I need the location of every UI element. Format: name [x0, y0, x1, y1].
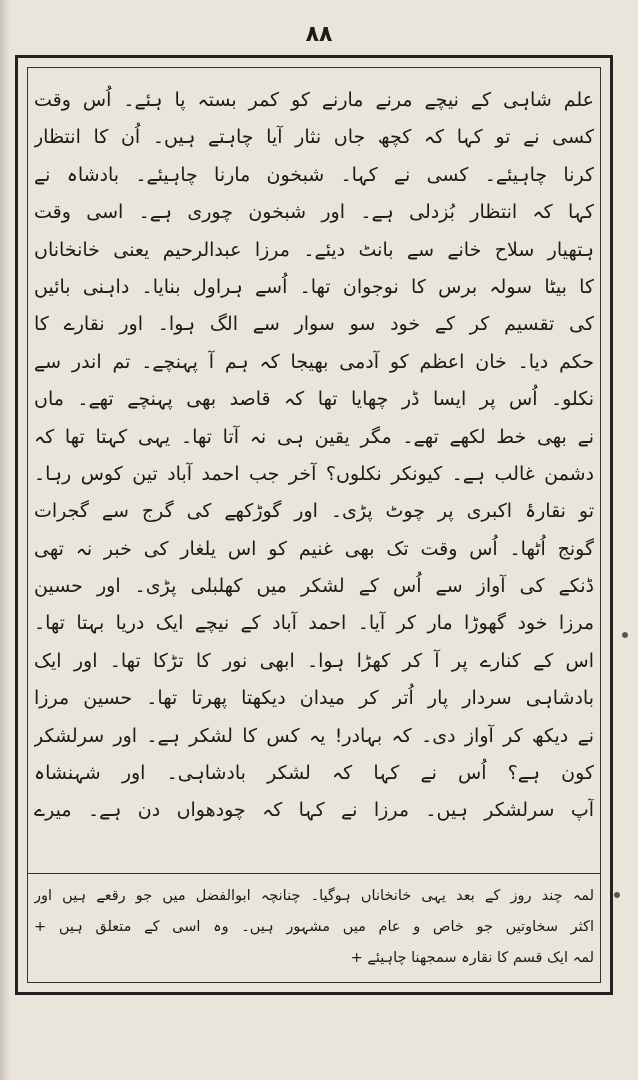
footnote-line-1: لمہ چند روز کے بعد یہی خانخاناں ہوگیا۔ چنانچہ ابوالفضل میں جو رقعے ہیں اور — [34, 888, 594, 904]
footnote-line-3: لمہ ایک قسم کا نقارہ سمجھنا چاہیئے + — [350, 950, 594, 966]
footnote-line-2: اکثر سخاوتیں جو خاص و عام میں مشہور ہیں۔ وہ اسی کے متعلق ہیں + — [34, 919, 594, 935]
text-line-1: علم شاہی کے نیچے مرنے مارنے کو کمر بستہ پا ہئے۔ اُس وقت — [34, 89, 594, 111]
scan-edge-shadow — [0, 0, 10, 1080]
text-line-12: تو نقارۂ اکبری پر چوٹ پڑی۔ اور گوڑکھے کی گرج سے گجرات — [34, 500, 594, 523]
text-line-19: کون ہے؟ اُس نے کہا کہ لشکر بادشاہی۔ اور شہنشاہ — [34, 762, 594, 785]
text-line-7: کی تقسیم کر کے خود سو سوار سے الگ ہوا۔ اور نقارے کا — [34, 313, 594, 336]
text-line-11: دشمن غالب ہے۔ کیونکر نکلوں؟ آخر جب احمد آباد تین کوس رہا۔ — [34, 462, 594, 485]
text-line-18: نے دیکھ کر آواز دی۔ کہ بہادر! یہ کس کا لشکر ہے۔ اور سرلشکر — [34, 724, 594, 747]
text-line-8: حکم دیا۔ خان اعظم کو آدمی بھیجا کہ ہم آ پہنچے۔ تم اندر سے — [34, 350, 594, 373]
text-line-2: کسی نے تو کہا کہ کچھ جاں نثار آیا چاہتے ہیں۔ اُن کا انتظار — [34, 126, 594, 149]
page-number: ۸۸ — [305, 22, 333, 47]
margin-dot — [622, 632, 628, 638]
text-line-10: نے بھی خط لکھے تھے۔ مگر یقین ہی نہ آتا تھا۔ یہی کہتا تھا کہ — [34, 425, 594, 448]
text-line-9: نکلو۔ اُس پر ایسا ڈر چھایا تھا کہ قاصد بھی پہنچے تھے۔ ماں — [34, 388, 594, 411]
text-line-16: اس کے کنارے پر آ کر کھڑا ہوا۔ ابھی نور کا تڑکا تھا۔ اور ایک — [34, 649, 594, 672]
footnote-separator — [27, 873, 601, 874]
text-line-14: ڈنکے کی آواز سے اُس کے لشکر میں کھلبلی پڑی۔ اور حسین — [34, 575, 594, 598]
margin-dot — [614, 892, 620, 898]
footnotes-block — [34, 881, 594, 974]
text-line-13: گونج اُٹھا۔ اُس وقت تک بھی غنیم کو اس یلغار کی خبر نہ تھی — [34, 537, 594, 560]
text-line-20: آپ سرلشکر ہیں۔ مرزا نے کہا کہ چودھواں دن ہے۔ میرے — [34, 799, 594, 822]
text-line-3: کرنا چاہیئے۔ کسی نے کہا۔ شبخون مارنا چاہیئے۔ بادشاہ نے — [34, 163, 594, 186]
text-line-15: مرزا خود گھوڑا مار کر آیا۔ احمد آباد کے نیچے ایک دریا بہتا تھا۔ — [34, 612, 594, 635]
main-text-block — [34, 82, 594, 830]
text-line-17: بادشاہی سردار پار اُتر کر میدان دیکھتا پھرتا تھا۔ حسین مرزا — [34, 687, 594, 710]
text-line-5: ہتھیار سلاح خانے سے بانٹ دیئے۔ مرزا عبدالرحیم یعنی خانخاناں — [34, 238, 594, 261]
text-line-4: کہا کہ انتظار بُزدلی ہے۔ اور شبخون چوری ہے۔ اسی وقت — [34, 201, 594, 224]
text-line-6: کا بیٹا سولہ برس کا نوجوان تھا۔ اُسے ہراول بنایا۔ داہنی بائیں — [34, 275, 594, 298]
